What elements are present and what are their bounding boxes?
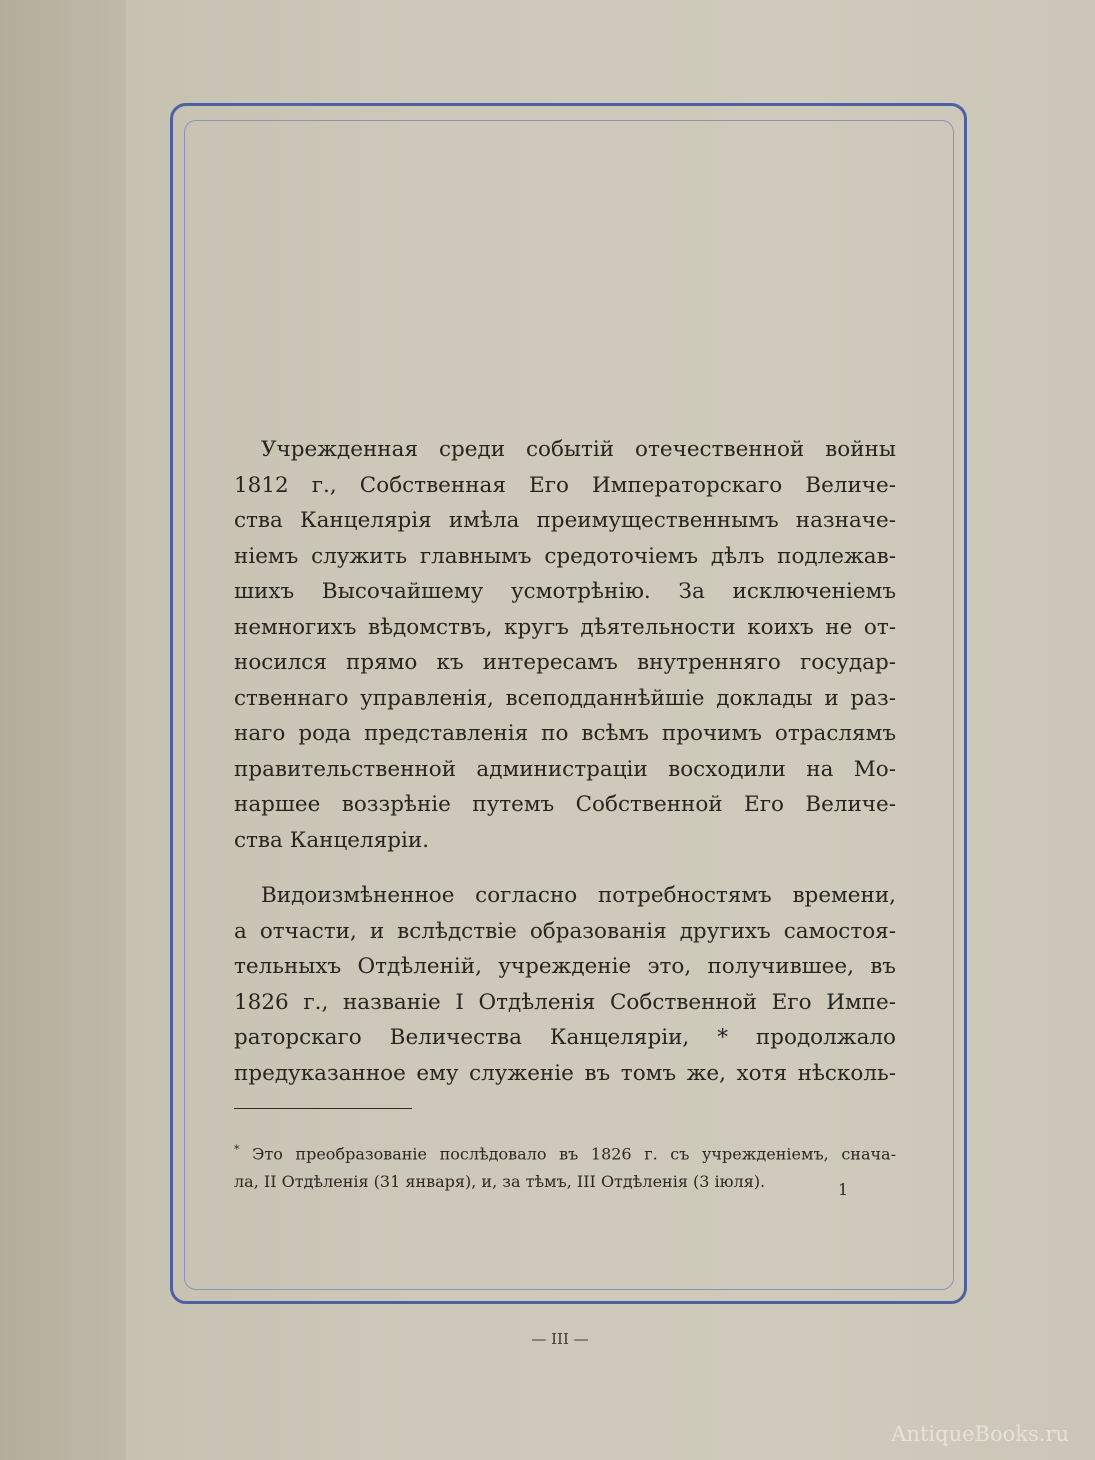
text-line: наго рода представленія по всѣмъ прочимъ отраслямъ	[234, 721, 896, 746]
text-line: ства Канцеляріи.	[234, 827, 430, 853]
text-line: предуказанное ему служеніе въ томъ же, хотя нѣсколь-	[234, 1060, 896, 1086]
text-line: шихъ Высочайшему усмотрѣнію. За исключеніемъ	[234, 579, 896, 604]
text-line: ства Канцелярія имѣла преимущественнымъ назначе-	[234, 508, 896, 533]
book-gutter	[0, 0, 126, 1460]
footnote-line	[234, 1136, 896, 1168]
text-line: носился прямо къ интересамъ внутренняго государ-	[234, 650, 896, 675]
paragraph-gap	[234, 858, 896, 878]
text-line: Учрежденная среди событій отечественной войны	[261, 437, 896, 462]
text-line: а отчасти, и вслѣдствіе образованія другихъ самостоя-	[234, 918, 896, 944]
text-line: правительственной администраціи восходили на Мо-	[234, 756, 896, 782]
text-line: раторскаго Величества Канцеляріи, * продолжало	[234, 1025, 896, 1050]
page-number: — III —	[531, 1330, 589, 1348]
text-line: Видоизмѣненное согласно потребностямъ времени,	[261, 883, 896, 908]
footnote-rule	[234, 1108, 412, 1109]
signature-mark: 1	[838, 1180, 849, 1199]
watermark-text: AntiqueBooks.ru	[891, 1422, 1069, 1446]
footnote-text: Это преобразованіе послѣдовало въ 1826 г. съ учрежденіемъ, снача-	[252, 1144, 897, 1164]
footnote-mark: *	[234, 1143, 240, 1156]
footnote-line: ла, II Отдѣленія (31 января), и, за тѣмъ, III Отдѣленія (3 іюля).	[234, 1172, 766, 1192]
text-line: 1812 г., Собственная Его Императорскаго Величе-	[234, 472, 896, 498]
footnote	[234, 1136, 896, 1196]
text-line: 1826 г., названіе I Отдѣленія Собственной Его Импе-	[234, 989, 896, 1015]
text-line: ственнаго управленія, всеподданнѣйшіе доклады и раз-	[234, 685, 896, 711]
text-line: ніемъ служить главнымъ средоточіемъ дѣлъ подлежав-	[234, 543, 896, 569]
text-line: немногихъ вѣдомствъ, кругъ дѣятельности коихъ не от-	[234, 614, 896, 640]
text-line: тельныхъ Отдѣленій, учрежденіе это, получившее, въ	[234, 954, 896, 979]
text-line: наршее воззрѣніе путемъ Собственной Его Величе-	[234, 792, 896, 817]
body-text	[234, 432, 896, 1091]
